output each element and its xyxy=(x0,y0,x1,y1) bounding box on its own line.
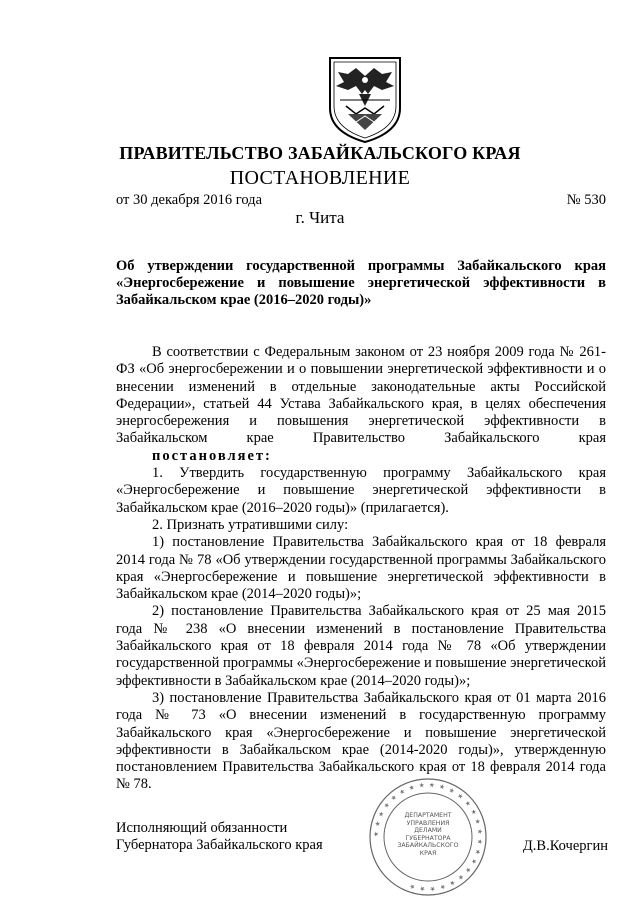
item-2: 2. Признать утратившими силу: xyxy=(152,516,349,533)
svg-text:★ ★ ★ ★ ★ ★ ★ ★ ★ ★ ★ ★ ★ ★ ★: ★ ★ ★ ★ ★ ★ ★ ★ ★ ★ ★ ★ ★ ★ ★ ★ ★ ★ ★ ★ ★ ★ ★ ★ ★ ★ xyxy=(371,780,485,894)
document-date: от 30 декабря 2016 года xyxy=(116,192,262,208)
subitem-2: 2) постановление Правительства Забайкальского края от 25 мая 2015 года № 238 «О внесении изменений в постановление Правительства Забайкальского края от 18 февраля 2014 года № 78 «Об утверждении государственной программы «Энергосбережение и повышение энергетической эффективности в Забайкальском крае (2014–2020 годы)»; xyxy=(116,603,606,689)
signer-name: Д.В.Кочергин xyxy=(522,838,608,854)
preamble-paragraph: В соответствии с Федеральным законом от 23 ноября 2009 года № 261-ФЗ «Об энергосбережении и о повышении энергетической эффективности и о внесении изменений в отдельные законодательные акты Российской Федерации», статьей 44 Устава Забайкальского края, в целях обеспечения энергосбережения и повышения энергетической эффективности в Забайкальском крае Правительство Забайкальского края xyxy=(116,344,606,447)
official-stamp xyxy=(354,776,502,898)
coat-of-arms-emblem xyxy=(326,56,404,144)
signer-position xyxy=(116,820,323,855)
item-1: 1. Утвердить государственную программу Забайкальского края «Энергосбережение и повышение энергетической эффективности в Забайкальском крае (2016–2020 годы)» (прилагается). xyxy=(116,465,606,516)
organization-title: ПРАВИТЕЛЬСТВО ЗАБАЙКАЛЬСКОГО КРАЯ xyxy=(119,143,521,163)
subitem-3: 3) постановление Правительства Забайкальского края от 01 марта 2016 года № 73 «О внесении изменений в государственную программу Забайкальского края «Энергосбережение и повышение энергетической эффективности в Забайкальском крае (2014-2020 годы)», утвержденную постановлением Правительства Забайкальского края от 18 февраля 2014 года № 78. xyxy=(116,689,606,793)
document-body xyxy=(116,344,606,794)
document-subject: Об утверждении государственной программы Забайкальского края «Энергосбережение и повышение энергетической эффективности в Забайкальском крае (2016–2020 годы)» xyxy=(116,258,606,308)
stamp-text: ДЕПАРТАМЕНТ УПРАВЛЕНИЯ ДЕЛАМИ ГУБЕРНАТОРА ЗАБАЙКАЛЬСКОГО КРАЯ xyxy=(397,812,459,857)
document-number: № 530 xyxy=(566,192,606,208)
signer-position-line-2: Губернатора Забайкальского края xyxy=(116,837,323,854)
subitem-1: 1) постановление Правительства Забайкальского края от 18 февраля 2014 года № 78 «Об утверждении государственной программы Забайкальского края «Энергосбережение и повышение энергетической эффективности в Забайкальском крае (2014–2020 годы)»; xyxy=(116,534,606,603)
document-city: г. Чита xyxy=(295,208,345,227)
document-type: ПОСТАНОВЛЕНИЕ xyxy=(229,167,411,189)
signer-position-line-1: Исполняющий обязанности xyxy=(116,820,288,836)
resolves-word: постановляет: xyxy=(152,447,272,464)
